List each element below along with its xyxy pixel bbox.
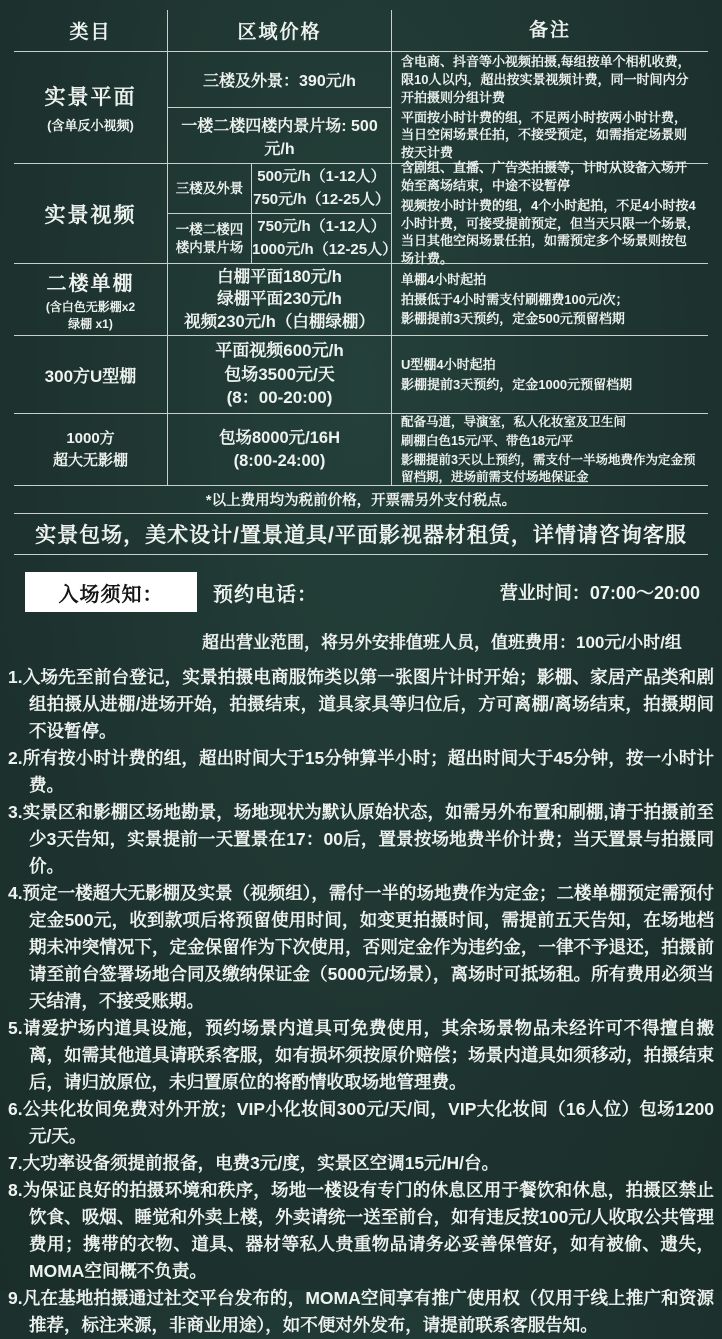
price-cell (168, 264, 392, 335)
note-paragraph: 影棚提前3天以上预约，需支付一半场地费作为定金预留档期，进场前需支付场地保证金 (401, 452, 696, 484)
rules-list (8, 664, 714, 1339)
table-row-real-scene-photo (14, 52, 708, 164)
price-line: 白棚平面180元/h (217, 268, 342, 287)
notes-cell (392, 336, 708, 413)
column-header-price: 区域价格 (168, 10, 392, 51)
price-line: 包场3500元/天 (224, 364, 335, 384)
category-title: 超大无影棚 (52, 451, 128, 469)
rule-item: 3.实景区和影棚区场地勘景，场地现状为默认原始状态，如需另外布置和刷棚,请于拍摄前至少3天告知，实景提前一天置景在17：00后，置景按场地费半价计费；当天置景与拍摄同价。 (8, 802, 714, 876)
entrance-notice-label: 入场须知： (25, 572, 197, 612)
category-cell (14, 164, 168, 263)
note-paragraph: 刷棚白色15元/平、带色18元/平 (401, 433, 574, 448)
notice-header (14, 572, 708, 612)
rule-item: 2.所有按小时计费的组，超出时间大于15分钟算半小时；超出时间大于45分钟，按一小时计费。 (8, 748, 714, 795)
price-cell (168, 52, 392, 163)
category-cell (14, 336, 168, 413)
category-cell (14, 52, 168, 163)
table-header-row (14, 10, 708, 52)
price-line: 一楼二楼四楼内景片场: 500元/h (181, 117, 378, 158)
column-header-notes: 备注 (528, 19, 571, 41)
price-line: 500元/h（1-12人） (257, 168, 386, 185)
category-title: 二楼单棚 (46, 273, 135, 295)
note-paragraph: 含电商、抖音等小视频拍摄,每组按单个相机收费，限10人以内，超出按实景视频计费，同一时间内分开拍摄则分组计费 (401, 54, 691, 105)
notes-cell (392, 160, 708, 266)
price-line: (8:00-24:00) (233, 451, 326, 470)
note-paragraph: 含剧组、直播、广告类拍摄等，计时从设备入场开始至离场结束，中途不设暂停 (401, 160, 688, 194)
notes-cell (392, 414, 708, 485)
note-paragraph: 单棚4小时起拍 (401, 271, 487, 287)
note-paragraph: 配备马道，导演室，私人化妆室及卫生间 (401, 414, 627, 429)
price-line: 绿棚平面230元/h (217, 290, 342, 309)
price-location: 三楼及外景 (168, 164, 252, 213)
price-line: 三楼及外景：390元/h (168, 52, 391, 108)
rule-item: 1.入场先至前台登记，实景拍摄电商服饰类以第一张图片计时开始；影棚、家居产品类和剧组拍摄从进棚/进场开始，拍摄结束，道具家具等归位后，方可离棚/离场结束，拍摄期间不设暂停。 (8, 667, 714, 741)
overtime-duty-note: 超出营业范围，将另外安排值班人员，值班费用：100元/小时/组 (202, 633, 682, 652)
price-line: 包场8000元/16H (218, 429, 341, 448)
price-line: 750元/h（12-25人） (253, 190, 390, 208)
price-line: (8：00-20:00) (226, 388, 333, 408)
note-paragraph: 影棚提前3天预约，定金500元预留档期 (401, 311, 625, 327)
price-line: 平面视频600元/h (215, 340, 344, 360)
rule-item: 7.大功率设备须提前报备，电费3元/度，实景区空调15元/H/台。 (8, 1153, 500, 1173)
price-cell (168, 414, 392, 485)
table-row-real-scene-video (14, 160, 708, 266)
note-paragraph: 影棚提前3天预约，定金1000元预留档期 (401, 376, 633, 392)
notes-cell (392, 264, 708, 335)
tax-note: *以上费用均为税前价格，开票需另外支付税点。 (14, 486, 708, 514)
category-cell (14, 414, 168, 485)
rule-item: 5.请爱护场内道具设施，预约场景内道具可免费使用，其余场景物品未经许可不得擅自搬离，如需其他道具请联系客服，如有损坏须按原价赔偿；场景内道具如须移动，拍摄结束后，请归放原位，未归置原位的将酌情收取场地管理费。 (8, 1018, 714, 1092)
note-paragraph: 平面按小时计费的组，不足两小时按两小时计费，当日空闲场景任拍，不接受预定，如需指定场景则按天计费 (401, 109, 688, 160)
category-title: 实景平面 (44, 86, 137, 109)
note-paragraph: 视频按小时计费的组，4个小时起拍，不足4小时按4小时计费，可接受提前预定，但当天只限一个场景,当日其他空闲场景任拍，如需预定多个场景则按包场计费。 (401, 197, 696, 266)
notes-cell (392, 52, 708, 163)
category-title: 300方U型棚 (44, 367, 137, 386)
price-cell (168, 164, 398, 263)
table-row-giant-studio (14, 414, 708, 486)
price-cell (168, 336, 392, 413)
note-paragraph: 拍摄低于4小时需支付刷棚费100元/次； (401, 291, 629, 307)
pricing-table (14, 10, 708, 555)
rule-item: 8.为保证良好的拍摄环境和秩序，场地一楼设有专门的休息区用于餐饮和休息，拍摄区禁止饮食、吸烟、睡觉和外卖上楼，外卖请统一送至前台，如有违反按100元/人收取公共管理费用；携带的衣物、道具、器材等私人贵重物品请务必妥善保管好，如有被偷、遗失，MOMA空间概不负责。 (8, 1180, 714, 1281)
price-line: 1000元/h（12-25人） (252, 240, 398, 258)
category-title: 实景视频 (44, 203, 137, 227)
note-paragraph: U型棚4小时起拍 (401, 356, 496, 372)
pricing-sheet (0, 10, 722, 1335)
category-cell (14, 264, 168, 335)
rule-item: 9.凡在基地拍摄通过社交平台发布的，MOMA空间享有推广使用权（仅用于线上推广和资源推荐，标注来源，非商业用途），如不便对外发布，请提前联系客服告知。 (8, 1288, 714, 1335)
rule-item: 6.公共化妆间免费对外开放；VIP小化妆间300元/天/间，VIP大化妆间（16人位）包场1200元/天。 (8, 1099, 714, 1146)
table-row-u-studio (14, 336, 708, 414)
column-header-category: 类目 (14, 10, 168, 51)
price-line: 视频230元/h（白棚绿棚） (184, 312, 375, 331)
booking-phone-label: 预约电话： (213, 583, 318, 606)
category-title: 1000方 (66, 429, 115, 447)
rule-item: 4.预定一楼超大无影棚及实景（视频组），需付一半的场地费作为定金；二楼单棚预定需预付定金500元，收到款项后将预留使用时间，如变更拍摄时间，需提前五天告知，在场地档期未冲突情况下，定金保留作为下次使用，否则定金作为违约金，一律不予退还，拍摄前请至前台签署场地合同及缴纳保证金（5000元/场景），离场时可抵场租。所有费用必须当天结清，不接受账期。 (8, 883, 714, 1011)
rental-banner: 实景包场，美术设计/置景道具/平面影视器材租赁，详情请咨询客服 (14, 514, 708, 555)
business-hours: 营业时间：07:00～20:00 (499, 583, 700, 603)
price-line: 750元/h（1-12人） (257, 218, 386, 235)
category-subtitle: (含白色无影棚x2 (45, 300, 136, 314)
category-subtitle: (含单反小视频) (47, 118, 134, 133)
category-subtitle: 绿棚 x1) (68, 317, 113, 331)
price-location: 一楼二楼四楼内景片场 (168, 214, 252, 263)
table-row-single-studio (14, 264, 708, 336)
